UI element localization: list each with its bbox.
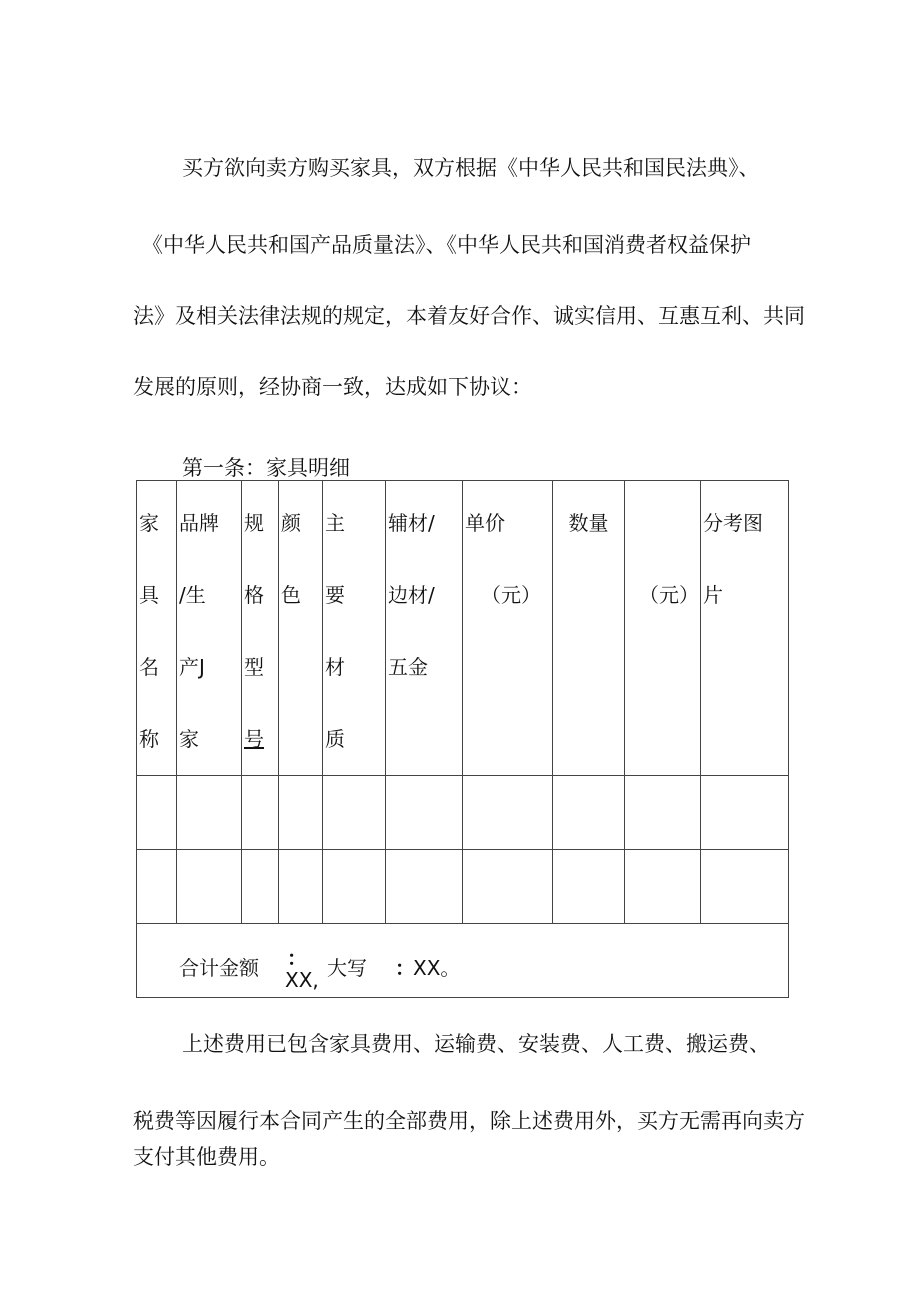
intro-line-3: 法》及相关法律法规的规定，本着友好合作、诚实信用、互惠互利、共同 [133,304,805,328]
header-furniture-name: 家 具 名 称 [137,481,177,776]
header-reference-image: 分考图 片 [701,481,789,776]
header-auxiliary-material: 辅材/ 边材/ 五金 [386,481,463,776]
header-unit-price: 单价 （元） [463,481,553,776]
section-title: 第一条：家具明细 [182,456,350,480]
total-amount-value: XX, [285,968,319,992]
header-color: 颜 色 [279,481,323,776]
total-amount-label: 合计金额 [179,956,259,980]
total-uppercase-colon: ： [395,956,415,980]
header-main-material: 主 要 材 质 [323,481,386,776]
intro-line-4: 发展的原则，经协商一致，达成如下协议： [133,375,532,399]
after-line-2: 税费等因履行本合同产生的全部费用，除上述费用外，买方无需再向卖方 [133,1109,805,1133]
header-brand-manufacturer: 品牌 /生 产J 家 [177,481,242,776]
header-quantity: 数量 [553,481,625,776]
furniture-detail-table [136,480,789,998]
total-colon: ： [287,946,307,970]
table-row [137,776,789,850]
after-line-3: 支付其他费用。 [133,1145,280,1169]
after-line-1: 上述费用已包含家具费用、运输费、安装费、人工费、搬运费、 [182,1032,770,1056]
header-total-price: （元） [625,481,701,776]
total-row [137,924,789,998]
intro-line-2: 《中华人民共和国产品质量法》、《中华人民共和国消费者权益保护 [142,233,751,257]
intro-line-1: 买方欲向卖方购买家具，双方根据《中华人民共和国民法典》、 [182,156,760,180]
header-spec-model: 规 格 型 号 [242,481,279,776]
table-row [137,850,789,924]
table-header-row [137,481,789,776]
total-uppercase-label: 大写 [327,956,367,980]
total-cell [137,924,789,998]
total-uppercase-value: XX。 [413,956,461,980]
